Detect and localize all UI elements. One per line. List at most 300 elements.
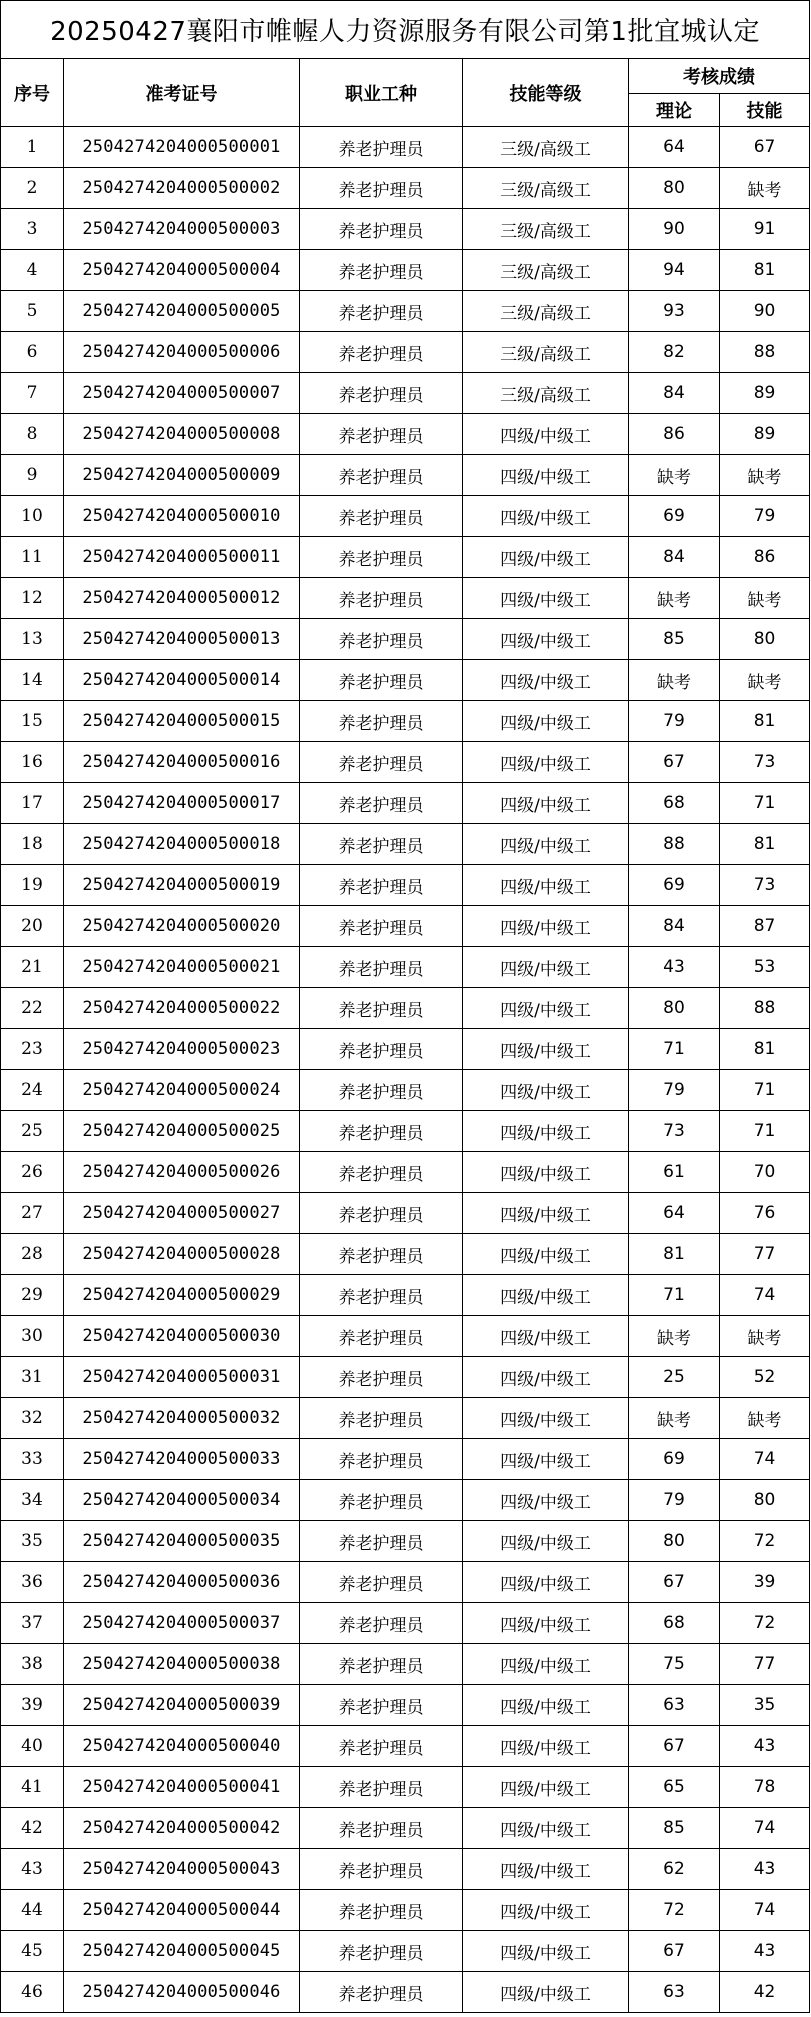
cell-theory-score: 65 bbox=[629, 1767, 720, 1808]
cell-skill-level: 四级/中级工 bbox=[463, 824, 629, 865]
cell-ticket-number: 2504274204000500046 bbox=[64, 1972, 300, 2013]
cell-theory-score: 71 bbox=[629, 1029, 720, 1070]
cell-occupation: 养老护理员 bbox=[300, 168, 463, 209]
cell-skill-level: 四级/中级工 bbox=[463, 1890, 629, 1931]
table-row bbox=[1, 578, 810, 619]
cell-skill-level: 四级/中级工 bbox=[463, 742, 629, 783]
table-row bbox=[1, 1562, 810, 1603]
cell-skill-score: 77 bbox=[720, 1234, 810, 1275]
cell-skill-score: 88 bbox=[720, 332, 810, 373]
table-row bbox=[1, 1152, 810, 1193]
cell-skill-level: 四级/中级工 bbox=[463, 783, 629, 824]
cell-theory-score: 82 bbox=[629, 332, 720, 373]
cell-seq: 17 bbox=[1, 783, 64, 824]
cell-skill-score: 35 bbox=[720, 1685, 810, 1726]
cell-ticket-number: 2504274204000500040 bbox=[64, 1726, 300, 1767]
table-row bbox=[1, 127, 810, 168]
cell-skill-score: 86 bbox=[720, 537, 810, 578]
cell-theory-score: 79 bbox=[629, 701, 720, 742]
header-row-1 bbox=[1, 59, 810, 94]
table-row bbox=[1, 660, 810, 701]
cell-ticket-number: 2504274204000500013 bbox=[64, 619, 300, 660]
cell-theory-score: 63 bbox=[629, 1685, 720, 1726]
cell-occupation: 养老护理员 bbox=[300, 906, 463, 947]
table-row bbox=[1, 414, 810, 455]
cell-skill-score: 76 bbox=[720, 1193, 810, 1234]
table-row bbox=[1, 373, 810, 414]
cell-skill-level: 四级/中级工 bbox=[463, 1603, 629, 1644]
cell-occupation: 养老护理员 bbox=[300, 1152, 463, 1193]
cell-seq: 10 bbox=[1, 496, 64, 537]
cell-skill-level: 三级/高级工 bbox=[463, 373, 629, 414]
cell-ticket-number: 2504274204000500039 bbox=[64, 1685, 300, 1726]
cell-skill-level: 四级/中级工 bbox=[463, 537, 629, 578]
cell-seq: 31 bbox=[1, 1357, 64, 1398]
cell-ticket-number: 2504274204000500025 bbox=[64, 1111, 300, 1152]
cell-skill-score: 77 bbox=[720, 1644, 810, 1685]
cell-skill-score: 74 bbox=[720, 1439, 810, 1480]
cell-skill-level: 四级/中级工 bbox=[463, 578, 629, 619]
cell-theory-score: 80 bbox=[629, 168, 720, 209]
cell-occupation: 养老护理员 bbox=[300, 209, 463, 250]
cell-occupation: 养老护理员 bbox=[300, 1070, 463, 1111]
cell-theory-score: 69 bbox=[629, 865, 720, 906]
cell-occupation: 养老护理员 bbox=[300, 537, 463, 578]
cell-theory-score: 80 bbox=[629, 1521, 720, 1562]
table-row bbox=[1, 1316, 810, 1357]
cell-skill-score: 39 bbox=[720, 1562, 810, 1603]
cell-occupation: 养老护理员 bbox=[300, 1726, 463, 1767]
cell-ticket-number: 2504274204000500017 bbox=[64, 783, 300, 824]
cell-ticket-number: 2504274204000500029 bbox=[64, 1275, 300, 1316]
cell-ticket-number: 2504274204000500001 bbox=[64, 127, 300, 168]
cell-skill-score: 72 bbox=[720, 1603, 810, 1644]
cell-ticket-number: 2504274204000500016 bbox=[64, 742, 300, 783]
cell-theory-score: 79 bbox=[629, 1480, 720, 1521]
cell-skill-score: 缺考 bbox=[720, 168, 810, 209]
cell-seq: 36 bbox=[1, 1562, 64, 1603]
cell-ticket-number: 2504274204000500035 bbox=[64, 1521, 300, 1562]
cell-skill-score: 缺考 bbox=[720, 1398, 810, 1439]
cell-occupation: 养老护理员 bbox=[300, 701, 463, 742]
cell-seq: 8 bbox=[1, 414, 64, 455]
cell-skill-level: 四级/中级工 bbox=[463, 455, 629, 496]
cell-theory-score: 64 bbox=[629, 1193, 720, 1234]
cell-ticket-number: 2504274204000500007 bbox=[64, 373, 300, 414]
cell-theory-score: 缺考 bbox=[629, 1398, 720, 1439]
cell-occupation: 养老护理员 bbox=[300, 619, 463, 660]
cell-skill-score: 81 bbox=[720, 824, 810, 865]
cell-seq: 23 bbox=[1, 1029, 64, 1070]
cell-skill-level: 四级/中级工 bbox=[463, 1685, 629, 1726]
results-table-body bbox=[1, 1, 810, 2013]
cell-ticket-number: 2504274204000500043 bbox=[64, 1849, 300, 1890]
cell-occupation: 养老护理员 bbox=[300, 1849, 463, 1890]
cell-occupation: 养老护理员 bbox=[300, 742, 463, 783]
title-row bbox=[1, 1, 810, 59]
cell-ticket-number: 2504274204000500036 bbox=[64, 1562, 300, 1603]
cell-seq: 40 bbox=[1, 1726, 64, 1767]
cell-ticket-number: 2504274204000500020 bbox=[64, 906, 300, 947]
cell-ticket-number: 2504274204000500030 bbox=[64, 1316, 300, 1357]
cell-skill-level: 四级/中级工 bbox=[463, 1357, 629, 1398]
cell-theory-score: 62 bbox=[629, 1849, 720, 1890]
cell-seq: 35 bbox=[1, 1521, 64, 1562]
cell-ticket-number: 2504274204000500008 bbox=[64, 414, 300, 455]
cell-theory-score: 68 bbox=[629, 783, 720, 824]
cell-theory-score: 67 bbox=[629, 1931, 720, 1972]
cell-skill-score: 53 bbox=[720, 947, 810, 988]
cell-theory-score: 72 bbox=[629, 1890, 720, 1931]
cell-skill-score: 70 bbox=[720, 1152, 810, 1193]
cell-skill-score: 74 bbox=[720, 1808, 810, 1849]
cell-occupation: 养老护理员 bbox=[300, 1521, 463, 1562]
cell-seq: 22 bbox=[1, 988, 64, 1029]
table-row bbox=[1, 1644, 810, 1685]
cell-skill-level: 四级/中级工 bbox=[463, 1193, 629, 1234]
cell-seq: 25 bbox=[1, 1111, 64, 1152]
cell-skill-level: 三级/高级工 bbox=[463, 291, 629, 332]
cell-skill-level: 四级/中级工 bbox=[463, 865, 629, 906]
cell-seq: 18 bbox=[1, 824, 64, 865]
header-seq: 序号 bbox=[1, 59, 64, 127]
cell-ticket-number: 2504274204000500031 bbox=[64, 1357, 300, 1398]
cell-theory-score: 75 bbox=[629, 1644, 720, 1685]
cell-theory-score: 80 bbox=[629, 988, 720, 1029]
cell-skill-score: 缺考 bbox=[720, 660, 810, 701]
cell-seq: 30 bbox=[1, 1316, 64, 1357]
cell-skill-level: 四级/中级工 bbox=[463, 1152, 629, 1193]
cell-skill-level: 四级/中级工 bbox=[463, 1562, 629, 1603]
cell-skill-score: 73 bbox=[720, 865, 810, 906]
cell-theory-score: 94 bbox=[629, 250, 720, 291]
cell-seq: 7 bbox=[1, 373, 64, 414]
table-row bbox=[1, 168, 810, 209]
table-row bbox=[1, 1111, 810, 1152]
cell-occupation: 养老护理员 bbox=[300, 496, 463, 537]
cell-theory-score: 64 bbox=[629, 127, 720, 168]
table-row bbox=[1, 988, 810, 1029]
cell-skill-score: 78 bbox=[720, 1767, 810, 1808]
cell-ticket-number: 2504274204000500003 bbox=[64, 209, 300, 250]
cell-occupation: 养老护理员 bbox=[300, 988, 463, 1029]
cell-ticket-number: 2504274204000500044 bbox=[64, 1890, 300, 1931]
table-row bbox=[1, 332, 810, 373]
table-row bbox=[1, 783, 810, 824]
cell-theory-score: 81 bbox=[629, 1234, 720, 1275]
table-row bbox=[1, 1931, 810, 1972]
cell-skill-score: 71 bbox=[720, 783, 810, 824]
cell-skill-score: 89 bbox=[720, 414, 810, 455]
cell-occupation: 养老护理员 bbox=[300, 127, 463, 168]
cell-skill-level: 四级/中级工 bbox=[463, 1398, 629, 1439]
cell-theory-score: 84 bbox=[629, 373, 720, 414]
cell-seq: 14 bbox=[1, 660, 64, 701]
cell-seq: 3 bbox=[1, 209, 64, 250]
cell-theory-score: 67 bbox=[629, 742, 720, 783]
cell-seq: 11 bbox=[1, 537, 64, 578]
cell-skill-score: 42 bbox=[720, 1972, 810, 2013]
cell-theory-score: 71 bbox=[629, 1275, 720, 1316]
table-row bbox=[1, 1357, 810, 1398]
cell-skill-score: 81 bbox=[720, 701, 810, 742]
cell-skill-score: 72 bbox=[720, 1521, 810, 1562]
cell-seq: 16 bbox=[1, 742, 64, 783]
cell-skill-level: 四级/中级工 bbox=[463, 1316, 629, 1357]
cell-theory-score: 69 bbox=[629, 1439, 720, 1480]
cell-occupation: 养老护理员 bbox=[300, 1357, 463, 1398]
cell-skill-score: 91 bbox=[720, 209, 810, 250]
cell-theory-score: 63 bbox=[629, 1972, 720, 2013]
cell-theory-score: 73 bbox=[629, 1111, 720, 1152]
cell-skill-level: 三级/高级工 bbox=[463, 127, 629, 168]
cell-theory-score: 84 bbox=[629, 906, 720, 947]
cell-seq: 45 bbox=[1, 1931, 64, 1972]
cell-occupation: 养老护理员 bbox=[300, 1603, 463, 1644]
cell-theory-score: 61 bbox=[629, 1152, 720, 1193]
cell-ticket-number: 2504274204000500042 bbox=[64, 1808, 300, 1849]
cell-skill-level: 三级/高级工 bbox=[463, 209, 629, 250]
cell-seq: 21 bbox=[1, 947, 64, 988]
table-row bbox=[1, 947, 810, 988]
cell-skill-score: 90 bbox=[720, 291, 810, 332]
table-row bbox=[1, 1521, 810, 1562]
cell-occupation: 养老护理员 bbox=[300, 1111, 463, 1152]
cell-seq: 34 bbox=[1, 1480, 64, 1521]
cell-ticket-number: 2504274204000500012 bbox=[64, 578, 300, 619]
cell-occupation: 养老护理员 bbox=[300, 1439, 463, 1480]
header-ticket-number: 准考证号 bbox=[64, 59, 300, 127]
table-row bbox=[1, 824, 810, 865]
cell-theory-score: 25 bbox=[629, 1357, 720, 1398]
table-row bbox=[1, 1972, 810, 2013]
cell-skill-score: 81 bbox=[720, 1029, 810, 1070]
cell-theory-score: 67 bbox=[629, 1562, 720, 1603]
cell-seq: 28 bbox=[1, 1234, 64, 1275]
cell-skill-score: 43 bbox=[720, 1849, 810, 1890]
cell-seq: 2 bbox=[1, 168, 64, 209]
document-title: 20250427襄阳市帷幄人力资源服务有限公司第1批宜城认定 bbox=[1, 1, 810, 59]
cell-theory-score: 缺考 bbox=[629, 1316, 720, 1357]
cell-occupation: 养老护理员 bbox=[300, 824, 463, 865]
cell-skill-level: 四级/中级工 bbox=[463, 1439, 629, 1480]
cell-occupation: 养老护理员 bbox=[300, 1234, 463, 1275]
table-row bbox=[1, 1685, 810, 1726]
cell-ticket-number: 2504274204000500018 bbox=[64, 824, 300, 865]
cell-theory-score: 缺考 bbox=[629, 578, 720, 619]
cell-occupation: 养老护理员 bbox=[300, 291, 463, 332]
table-row bbox=[1, 455, 810, 496]
cell-ticket-number: 2504274204000500022 bbox=[64, 988, 300, 1029]
table-row bbox=[1, 701, 810, 742]
cell-ticket-number: 2504274204000500005 bbox=[64, 291, 300, 332]
cell-seq: 20 bbox=[1, 906, 64, 947]
cell-ticket-number: 2504274204000500033 bbox=[64, 1439, 300, 1480]
cell-seq: 43 bbox=[1, 1849, 64, 1890]
cell-skill-score: 缺考 bbox=[720, 578, 810, 619]
cell-occupation: 养老护理员 bbox=[300, 947, 463, 988]
cell-ticket-number: 2504274204000500019 bbox=[64, 865, 300, 906]
table-row bbox=[1, 496, 810, 537]
table-row bbox=[1, 1480, 810, 1521]
cell-skill-level: 四级/中级工 bbox=[463, 1521, 629, 1562]
cell-occupation: 养老护理员 bbox=[300, 1808, 463, 1849]
cell-occupation: 养老护理员 bbox=[300, 783, 463, 824]
cell-skill-level: 四级/中级工 bbox=[463, 496, 629, 537]
cell-skill-level: 四级/中级工 bbox=[463, 1234, 629, 1275]
cell-skill-level: 四级/中级工 bbox=[463, 947, 629, 988]
cell-ticket-number: 2504274204000500045 bbox=[64, 1931, 300, 1972]
cell-seq: 26 bbox=[1, 1152, 64, 1193]
cell-theory-score: 68 bbox=[629, 1603, 720, 1644]
cell-ticket-number: 2504274204000500014 bbox=[64, 660, 300, 701]
cell-skill-score: 71 bbox=[720, 1070, 810, 1111]
cell-skill-level: 四级/中级工 bbox=[463, 1275, 629, 1316]
table-row bbox=[1, 291, 810, 332]
cell-skill-level: 三级/高级工 bbox=[463, 250, 629, 291]
cell-theory-score: 85 bbox=[629, 619, 720, 660]
cell-ticket-number: 2504274204000500028 bbox=[64, 1234, 300, 1275]
cell-ticket-number: 2504274204000500027 bbox=[64, 1193, 300, 1234]
cell-ticket-number: 2504274204000500041 bbox=[64, 1767, 300, 1808]
cell-occupation: 养老护理员 bbox=[300, 865, 463, 906]
cell-seq: 46 bbox=[1, 1972, 64, 2013]
table-row bbox=[1, 619, 810, 660]
cell-occupation: 养老护理员 bbox=[300, 1562, 463, 1603]
cell-occupation: 养老护理员 bbox=[300, 1029, 463, 1070]
cell-theory-score: 69 bbox=[629, 496, 720, 537]
header-occupation: 职业工种 bbox=[300, 59, 463, 127]
table-row bbox=[1, 1808, 810, 1849]
cell-skill-level: 四级/中级工 bbox=[463, 414, 629, 455]
table-row bbox=[1, 1234, 810, 1275]
table-row bbox=[1, 865, 810, 906]
cell-occupation: 养老护理员 bbox=[300, 332, 463, 373]
table-row bbox=[1, 1890, 810, 1931]
cell-occupation: 养老护理员 bbox=[300, 1193, 463, 1234]
cell-seq: 37 bbox=[1, 1603, 64, 1644]
cell-ticket-number: 2504274204000500011 bbox=[64, 537, 300, 578]
cell-ticket-number: 2504274204000500023 bbox=[64, 1029, 300, 1070]
cell-skill-level: 三级/高级工 bbox=[463, 332, 629, 373]
table-row bbox=[1, 906, 810, 947]
cell-skill-score: 52 bbox=[720, 1357, 810, 1398]
cell-occupation: 养老护理员 bbox=[300, 1685, 463, 1726]
cell-occupation: 养老护理员 bbox=[300, 1931, 463, 1972]
cell-occupation: 养老护理员 bbox=[300, 414, 463, 455]
cell-theory-score: 88 bbox=[629, 824, 720, 865]
cell-occupation: 养老护理员 bbox=[300, 1316, 463, 1357]
cell-theory-score: 67 bbox=[629, 1726, 720, 1767]
cell-skill-score: 67 bbox=[720, 127, 810, 168]
cell-ticket-number: 2504274204000500026 bbox=[64, 1152, 300, 1193]
cell-theory-score: 79 bbox=[629, 1070, 720, 1111]
cell-seq: 38 bbox=[1, 1644, 64, 1685]
cell-skill-level: 四级/中级工 bbox=[463, 1726, 629, 1767]
cell-skill-level: 三级/高级工 bbox=[463, 168, 629, 209]
cell-ticket-number: 2504274204000500037 bbox=[64, 1603, 300, 1644]
cell-ticket-number: 2504274204000500015 bbox=[64, 701, 300, 742]
table-row bbox=[1, 1070, 810, 1111]
cell-ticket-number: 2504274204000500024 bbox=[64, 1070, 300, 1111]
table-row bbox=[1, 1398, 810, 1439]
table-row bbox=[1, 1767, 810, 1808]
cell-occupation: 养老护理员 bbox=[300, 1890, 463, 1931]
cell-skill-score: 88 bbox=[720, 988, 810, 1029]
cell-seq: 12 bbox=[1, 578, 64, 619]
cell-seq: 24 bbox=[1, 1070, 64, 1111]
cell-skill-level: 四级/中级工 bbox=[463, 1808, 629, 1849]
cell-ticket-number: 2504274204000500032 bbox=[64, 1398, 300, 1439]
header-skill-level: 技能等级 bbox=[463, 59, 629, 127]
cell-seq: 44 bbox=[1, 1890, 64, 1931]
cell-occupation: 养老护理员 bbox=[300, 373, 463, 414]
cell-ticket-number: 2504274204000500009 bbox=[64, 455, 300, 496]
cell-seq: 13 bbox=[1, 619, 64, 660]
cell-ticket-number: 2504274204000500038 bbox=[64, 1644, 300, 1685]
cell-skill-score: 73 bbox=[720, 742, 810, 783]
table-row bbox=[1, 250, 810, 291]
cell-skill-score: 74 bbox=[720, 1890, 810, 1931]
table-row bbox=[1, 1193, 810, 1234]
cell-ticket-number: 2504274204000500004 bbox=[64, 250, 300, 291]
table-row bbox=[1, 537, 810, 578]
cell-skill-score: 缺考 bbox=[720, 1316, 810, 1357]
cell-skill-level: 四级/中级工 bbox=[463, 1644, 629, 1685]
cell-theory-score: 43 bbox=[629, 947, 720, 988]
cell-skill-score: 81 bbox=[720, 250, 810, 291]
cell-occupation: 养老护理员 bbox=[300, 455, 463, 496]
cell-seq: 41 bbox=[1, 1767, 64, 1808]
cell-skill-score: 缺考 bbox=[720, 455, 810, 496]
cell-skill-level: 四级/中级工 bbox=[463, 1111, 629, 1152]
cell-theory-score: 缺考 bbox=[629, 455, 720, 496]
cell-occupation: 养老护理员 bbox=[300, 660, 463, 701]
cell-skill-level: 四级/中级工 bbox=[463, 1972, 629, 2013]
table-row bbox=[1, 1603, 810, 1644]
cell-skill-level: 四级/中级工 bbox=[463, 619, 629, 660]
cell-skill-score: 71 bbox=[720, 1111, 810, 1152]
cell-skill-level: 四级/中级工 bbox=[463, 1849, 629, 1890]
cell-skill-level: 四级/中级工 bbox=[463, 906, 629, 947]
cell-skill-level: 四级/中级工 bbox=[463, 1070, 629, 1111]
cell-skill-score: 80 bbox=[720, 619, 810, 660]
cell-occupation: 养老护理员 bbox=[300, 578, 463, 619]
header-assessment-scores: 考核成绩 bbox=[629, 59, 810, 94]
cell-skill-score: 43 bbox=[720, 1726, 810, 1767]
cell-ticket-number: 2504274204000500010 bbox=[64, 496, 300, 537]
cell-theory-score: 93 bbox=[629, 291, 720, 332]
table-row bbox=[1, 1726, 810, 1767]
cell-ticket-number: 2504274204000500021 bbox=[64, 947, 300, 988]
cell-seq: 33 bbox=[1, 1439, 64, 1480]
cell-skill-level: 四级/中级工 bbox=[463, 660, 629, 701]
cell-theory-score: 85 bbox=[629, 1808, 720, 1849]
cell-seq: 29 bbox=[1, 1275, 64, 1316]
cell-skill-level: 四级/中级工 bbox=[463, 988, 629, 1029]
cell-theory-score: 缺考 bbox=[629, 660, 720, 701]
cell-theory-score: 84 bbox=[629, 537, 720, 578]
cell-seq: 27 bbox=[1, 1193, 64, 1234]
cell-occupation: 养老护理员 bbox=[300, 250, 463, 291]
cell-seq: 4 bbox=[1, 250, 64, 291]
cell-skill-score: 87 bbox=[720, 906, 810, 947]
cell-skill-level: 四级/中级工 bbox=[463, 1480, 629, 1521]
table-row bbox=[1, 742, 810, 783]
cell-occupation: 养老护理员 bbox=[300, 1398, 463, 1439]
cell-skill-level: 四级/中级工 bbox=[463, 1931, 629, 1972]
cell-seq: 6 bbox=[1, 332, 64, 373]
